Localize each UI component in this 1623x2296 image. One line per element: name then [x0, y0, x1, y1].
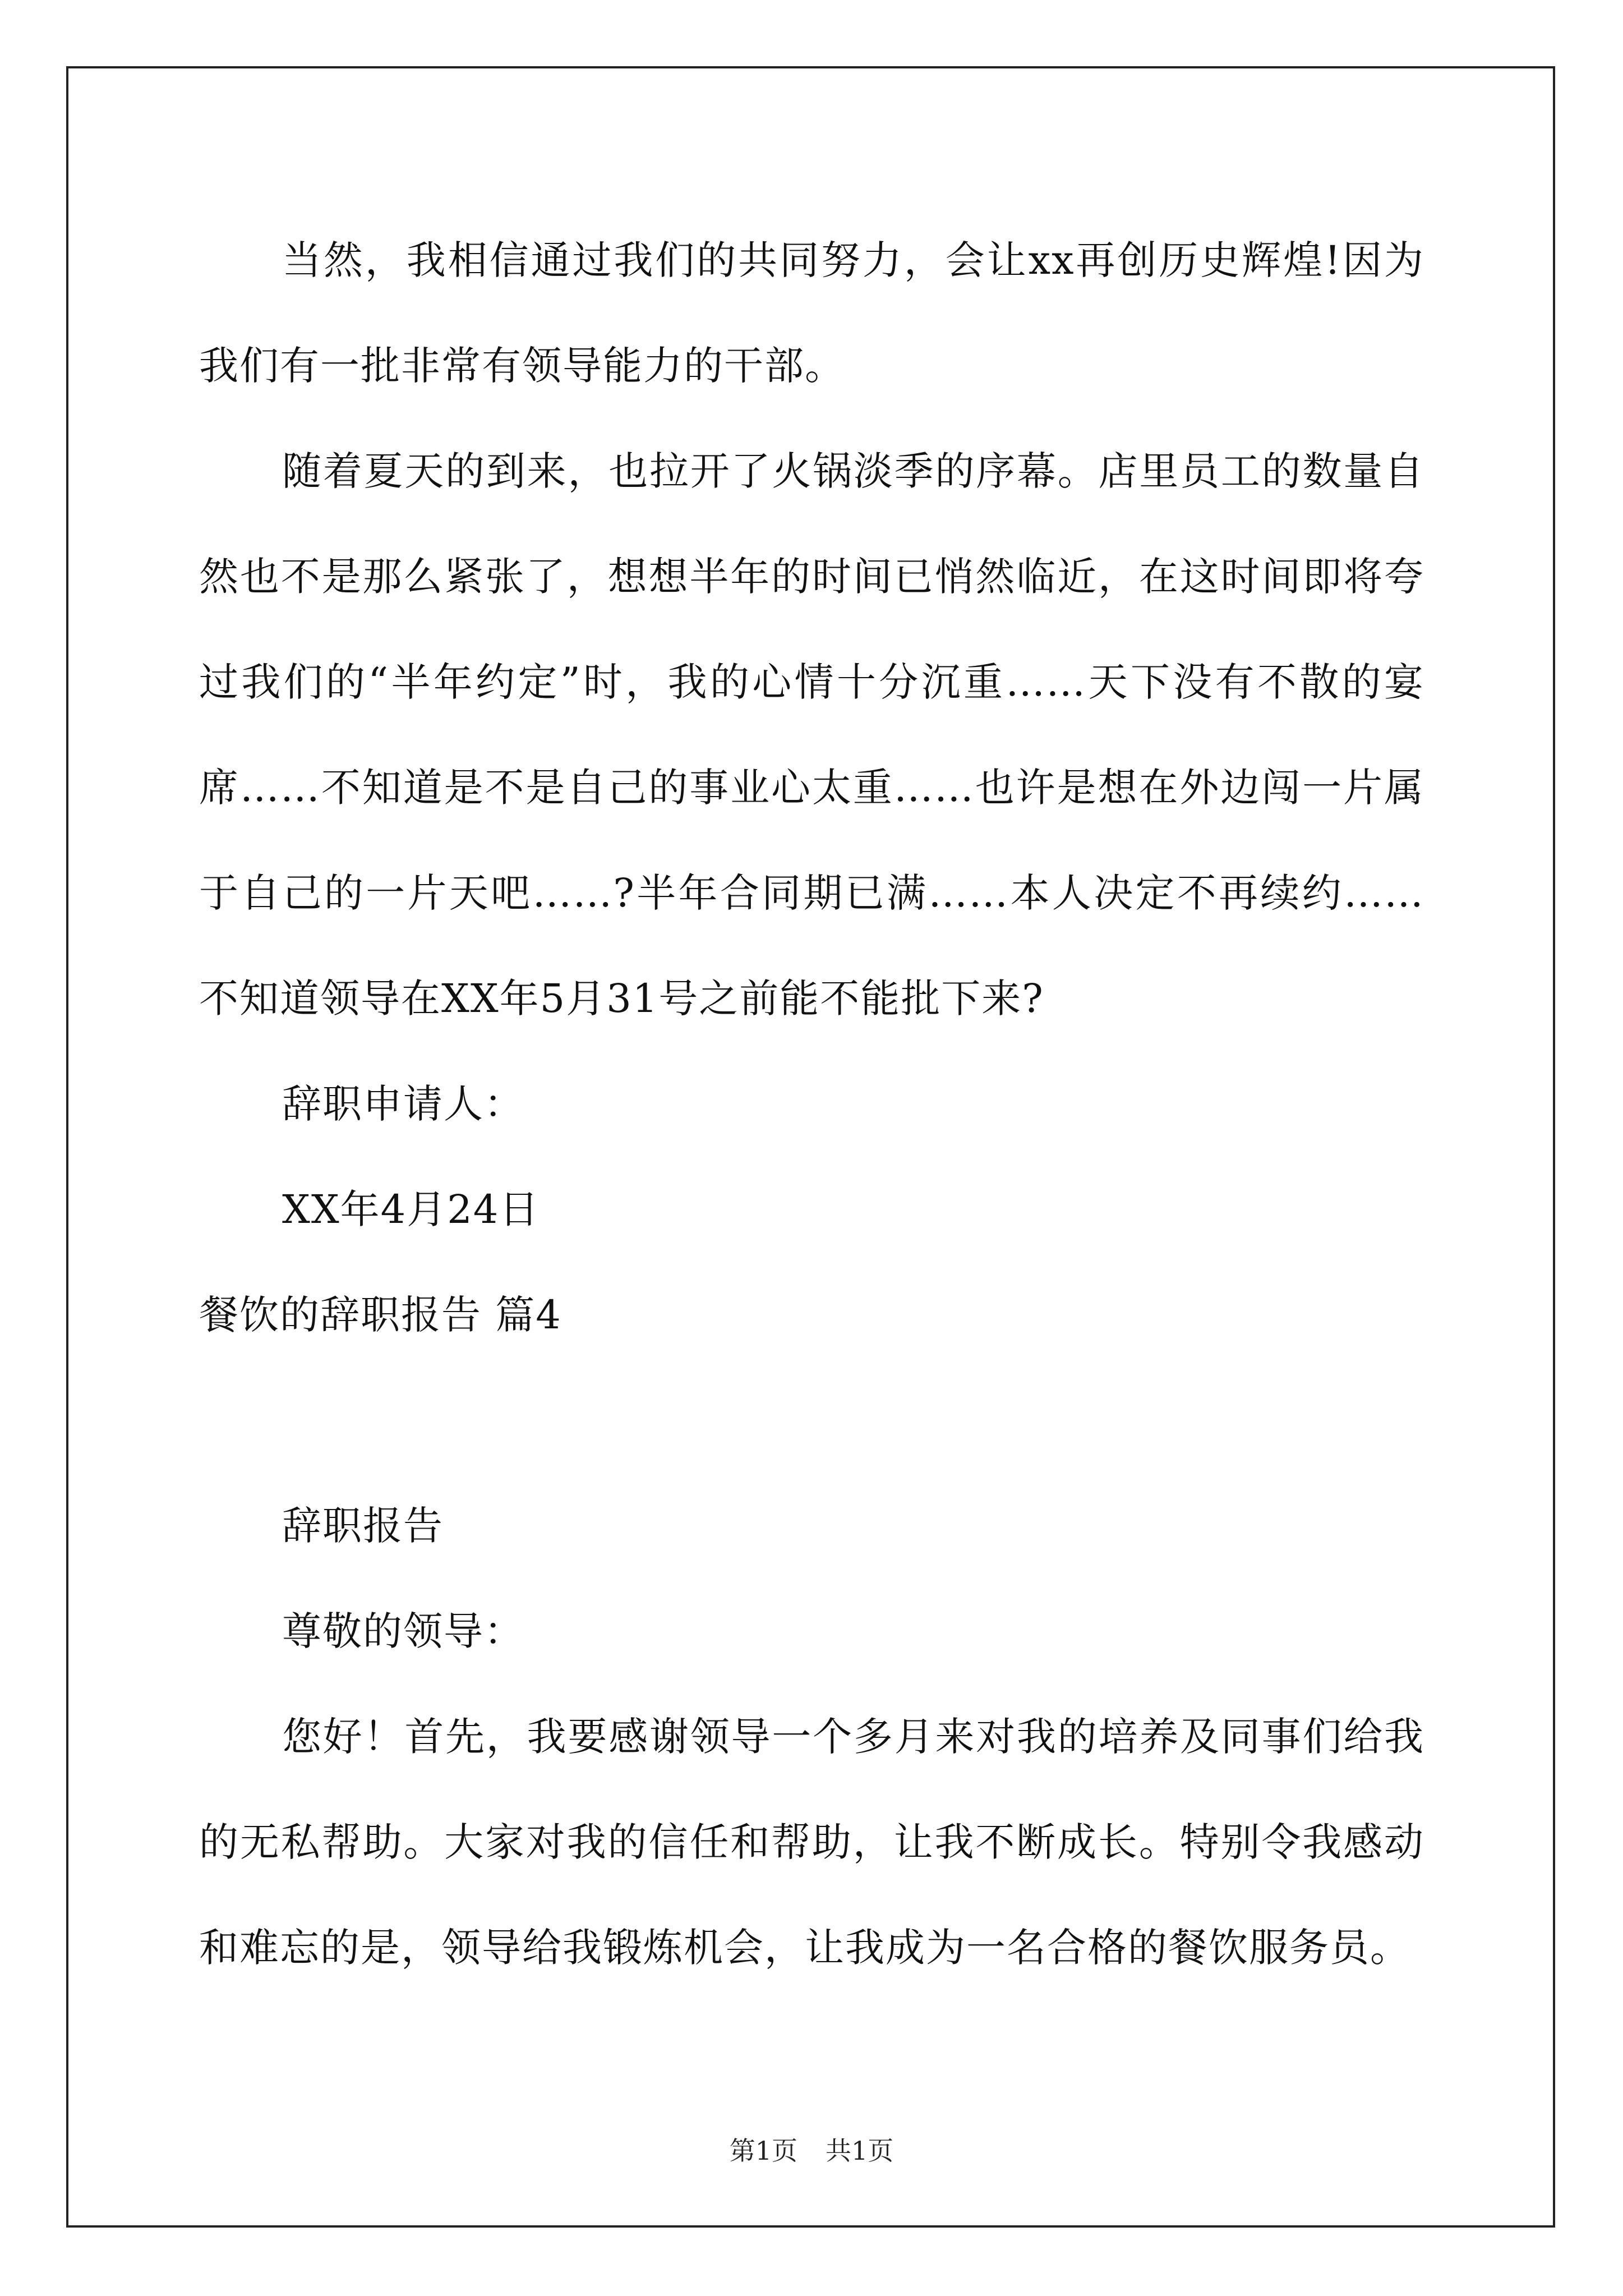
section-gap [199, 1368, 1424, 1473]
report-title: 辞职报告 [282, 1503, 444, 1549]
page-number: 第1页 [729, 2136, 797, 2166]
document-body [199, 208, 1424, 2000]
paragraph-2: 随着夏天的到来，也拉开了火锅淡季的序幕。店里员工的数量自然也不是那么紧张了，想想半年的时间已悄然临近，在这时间即将夸过我们的“半年约定”时，我的心情十分沉重……天下没有不散的宴席……不知道是不是自己的事业心太重……也许是想在外边闯一片属于自己的一片天吧……?半年合同期已满……本人决定不再续约……不知道领导在XX年5月31号之前能不能批下来? [199, 448, 1424, 1022]
signature-date: XX年4月24日 [282, 1186, 540, 1232]
section-heading: 餐饮的辞职报告 篇4 [199, 1292, 562, 1338]
paragraph-3: 您好！首先，我要感谢领导一个多月来对我的培养及同事们给我的无私帮助。大家对我的信任和帮助，让我不断成长。特别令我感动和难忘的是，领导给我锻炼机会，让我成为一名合格的餐饮服务员。 [199, 1714, 1424, 1971]
page-footer [0, 2131, 1623, 2168]
page-total: 共1页 [826, 2136, 894, 2166]
paragraph-1: 当然，我相信通过我们的共同努力，会让xx再创历史辉煌!因为我们有一批非常有领导能力的干部。 [199, 237, 1424, 389]
signature-label: 辞职申请人： [282, 1081, 524, 1127]
salutation: 尊敬的领导： [282, 1608, 524, 1654]
